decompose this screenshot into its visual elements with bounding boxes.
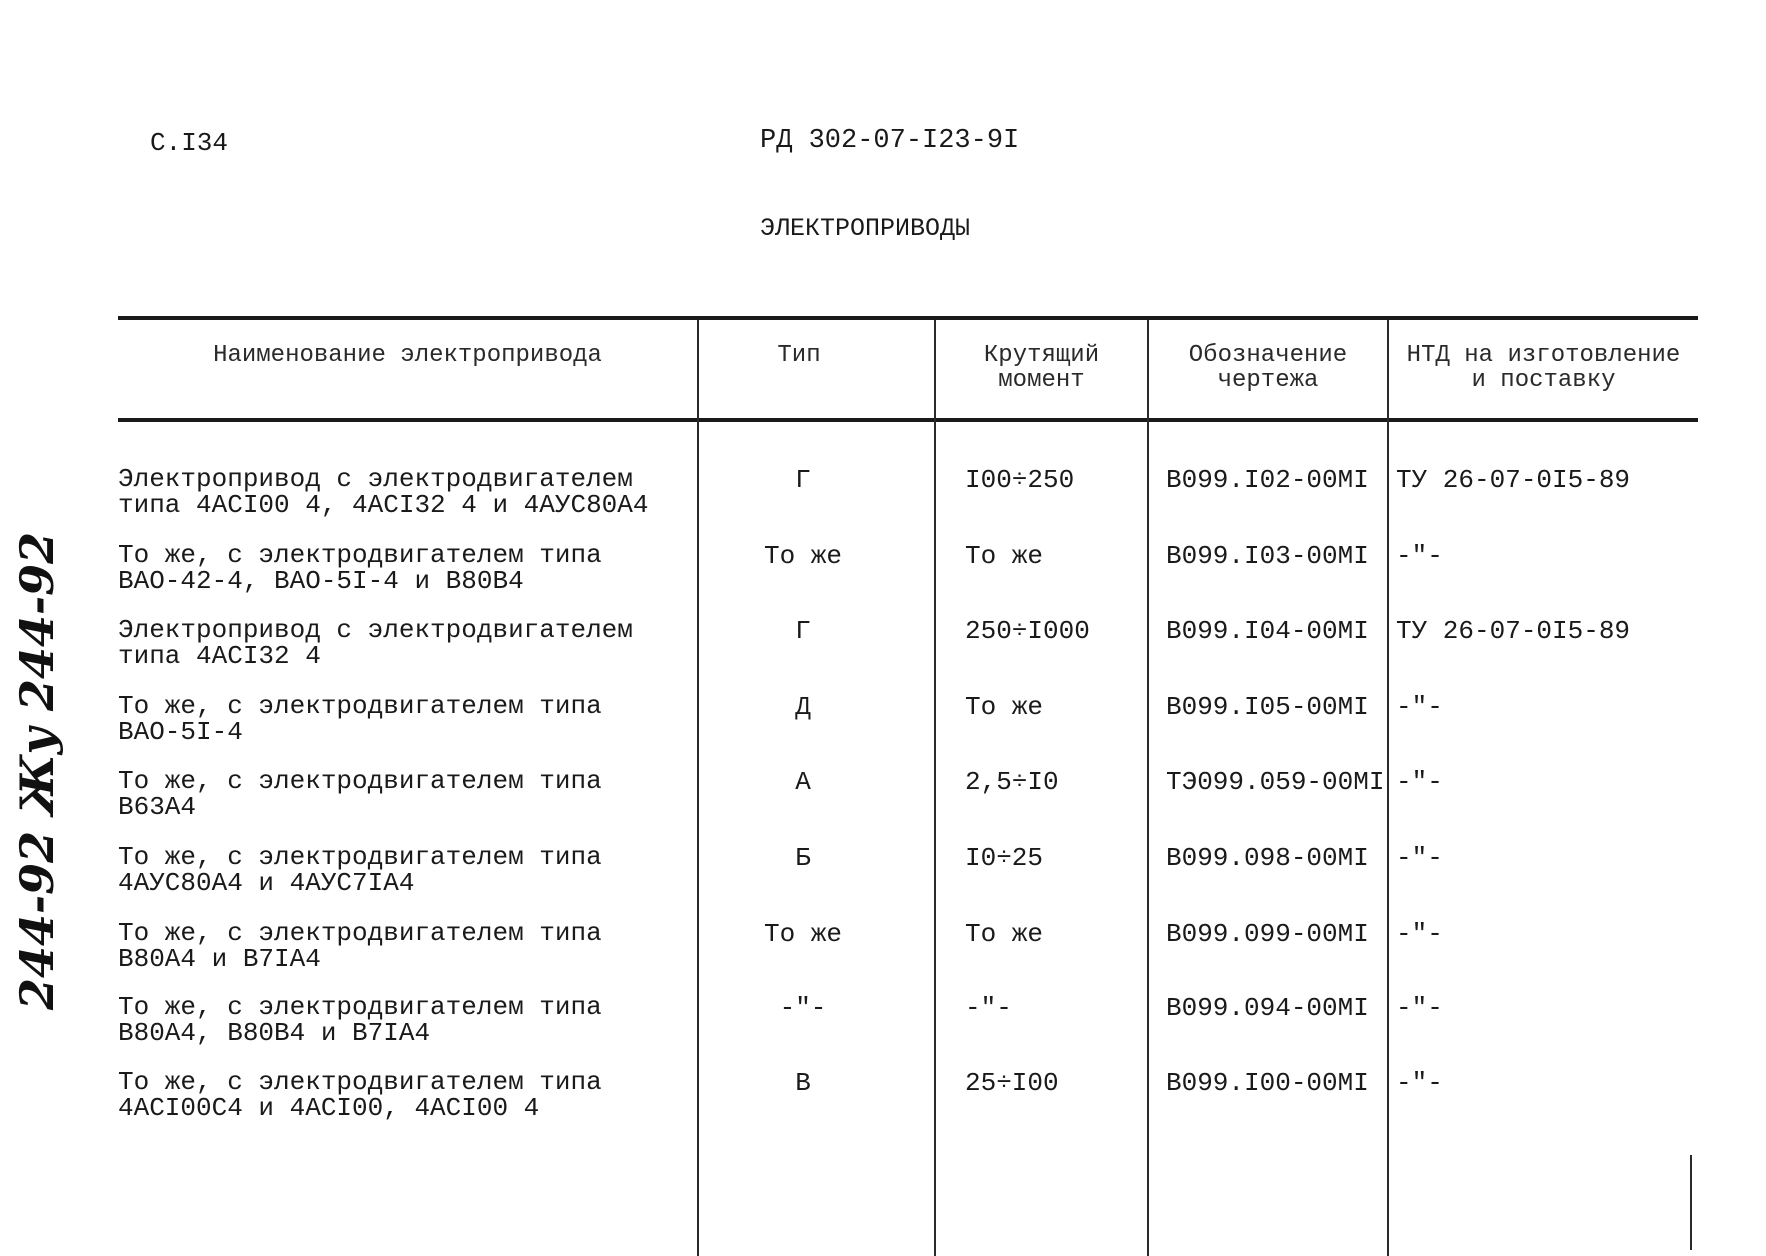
row-name: Электропривод с электродвигателем типа 4АСI00 4, 4АСI32 4 и 4АУС80А4 <box>118 464 649 520</box>
row-drawing: В099.I05-00МI <box>1166 692 1369 722</box>
row-name: То же, с электродвигателем типа 4АСI00С4 и 4АСI00, 4АСI00 4 <box>118 1067 602 1123</box>
row-torque: То же <box>965 541 1044 571</box>
row-torque: То же <box>965 692 1044 722</box>
row-drawing: ТЭ099.059-00МI <box>1166 767 1385 797</box>
row-spec: -"- <box>1396 767 1443 797</box>
document-code: РД 302-07-I23-9I <box>760 126 1020 156</box>
page-number: С.I34 <box>150 128 229 158</box>
row-spec: -"- <box>1396 993 1443 1023</box>
row-torque: 2,5÷I0 <box>965 767 1059 797</box>
row-type: То же <box>763 919 842 949</box>
row-drawing: В099.I04-00МI <box>1166 616 1369 646</box>
document-title: ЭЛЕКТРОПРИВОДЫ <box>760 214 971 243</box>
row-name: То же, с электродвигателем типа В63А4 <box>118 766 602 822</box>
row-type: То же <box>763 541 842 571</box>
row-type: Б <box>795 843 811 873</box>
row-type: Д <box>795 692 811 722</box>
row-spec: -"- <box>1396 692 1443 722</box>
row-name: То же, с электродвигателем типа В80А4 и В7IА4 <box>118 918 602 974</box>
row-type: А <box>795 767 811 797</box>
column-divider <box>1387 320 1389 1256</box>
row-drawing: В099.I00-00МI <box>1166 1068 1369 1098</box>
row-name: То же, с электродвигателем типа ВАО-42-4, ВАО-5I-4 и В80В4 <box>118 540 602 596</box>
row-drawing: В099.099-00МI <box>1166 919 1369 949</box>
column-divider <box>1147 320 1149 1256</box>
column-divider <box>697 320 699 1256</box>
row-type: Г <box>795 465 811 495</box>
column-header-name: Наименование электропривода <box>213 342 602 369</box>
row-name: То же, с электродвигателем типа ВАО-5I-4 <box>118 691 602 747</box>
row-torque: I0÷25 <box>965 843 1044 873</box>
table-top-rule <box>118 316 1698 320</box>
row-name: Электропривод с электродвигателем типа 4АСI32 4 <box>118 615 633 671</box>
column-divider <box>934 320 936 1256</box>
row-type: Г <box>795 616 811 646</box>
row-spec: -"- <box>1396 1068 1443 1098</box>
row-spec: ТУ 26-07-0I5-89 <box>1396 465 1631 495</box>
row-drawing: В099.094-00МI <box>1166 993 1369 1023</box>
row-spec: -"- <box>1396 541 1443 571</box>
scan-mark <box>1690 1155 1692 1250</box>
row-name: То же, с электродвигателем типа В80А4, В80В4 и В7IА4 <box>118 992 602 1048</box>
row-drawing: В099.098-00МI <box>1166 843 1369 873</box>
row-torque: 250÷I000 <box>965 616 1090 646</box>
column-header-torque: Крутящий момент <box>983 342 1100 394</box>
row-torque: I00÷250 <box>965 465 1075 495</box>
column-header-spec: НТД на изготовление и поставку <box>1406 342 1681 394</box>
row-torque: То же <box>965 919 1044 949</box>
row-type: В <box>795 1068 811 1098</box>
row-torque: -"- <box>965 993 1012 1023</box>
row-spec: -"- <box>1396 919 1443 949</box>
row-drawing: В099.I03-00МI <box>1166 541 1369 571</box>
row-torque: 25÷I00 <box>965 1068 1059 1098</box>
row-spec: -"- <box>1396 843 1443 873</box>
row-type: -"- <box>779 993 827 1023</box>
column-header-type: Тип <box>777 342 821 369</box>
row-name: То же, с электродвигателем типа 4АУС80А4 и 4АУС7IА4 <box>118 842 602 898</box>
handwritten-margin-note: 244-92 Жу 244-92 <box>10 531 64 1010</box>
column-header-drawing: Обозначение чертежа <box>1188 342 1348 394</box>
row-spec: ТУ 26-07-0I5-89 <box>1396 616 1631 646</box>
table-header-rule <box>118 418 1698 422</box>
row-drawing: В099.I02-00МI <box>1166 465 1369 495</box>
